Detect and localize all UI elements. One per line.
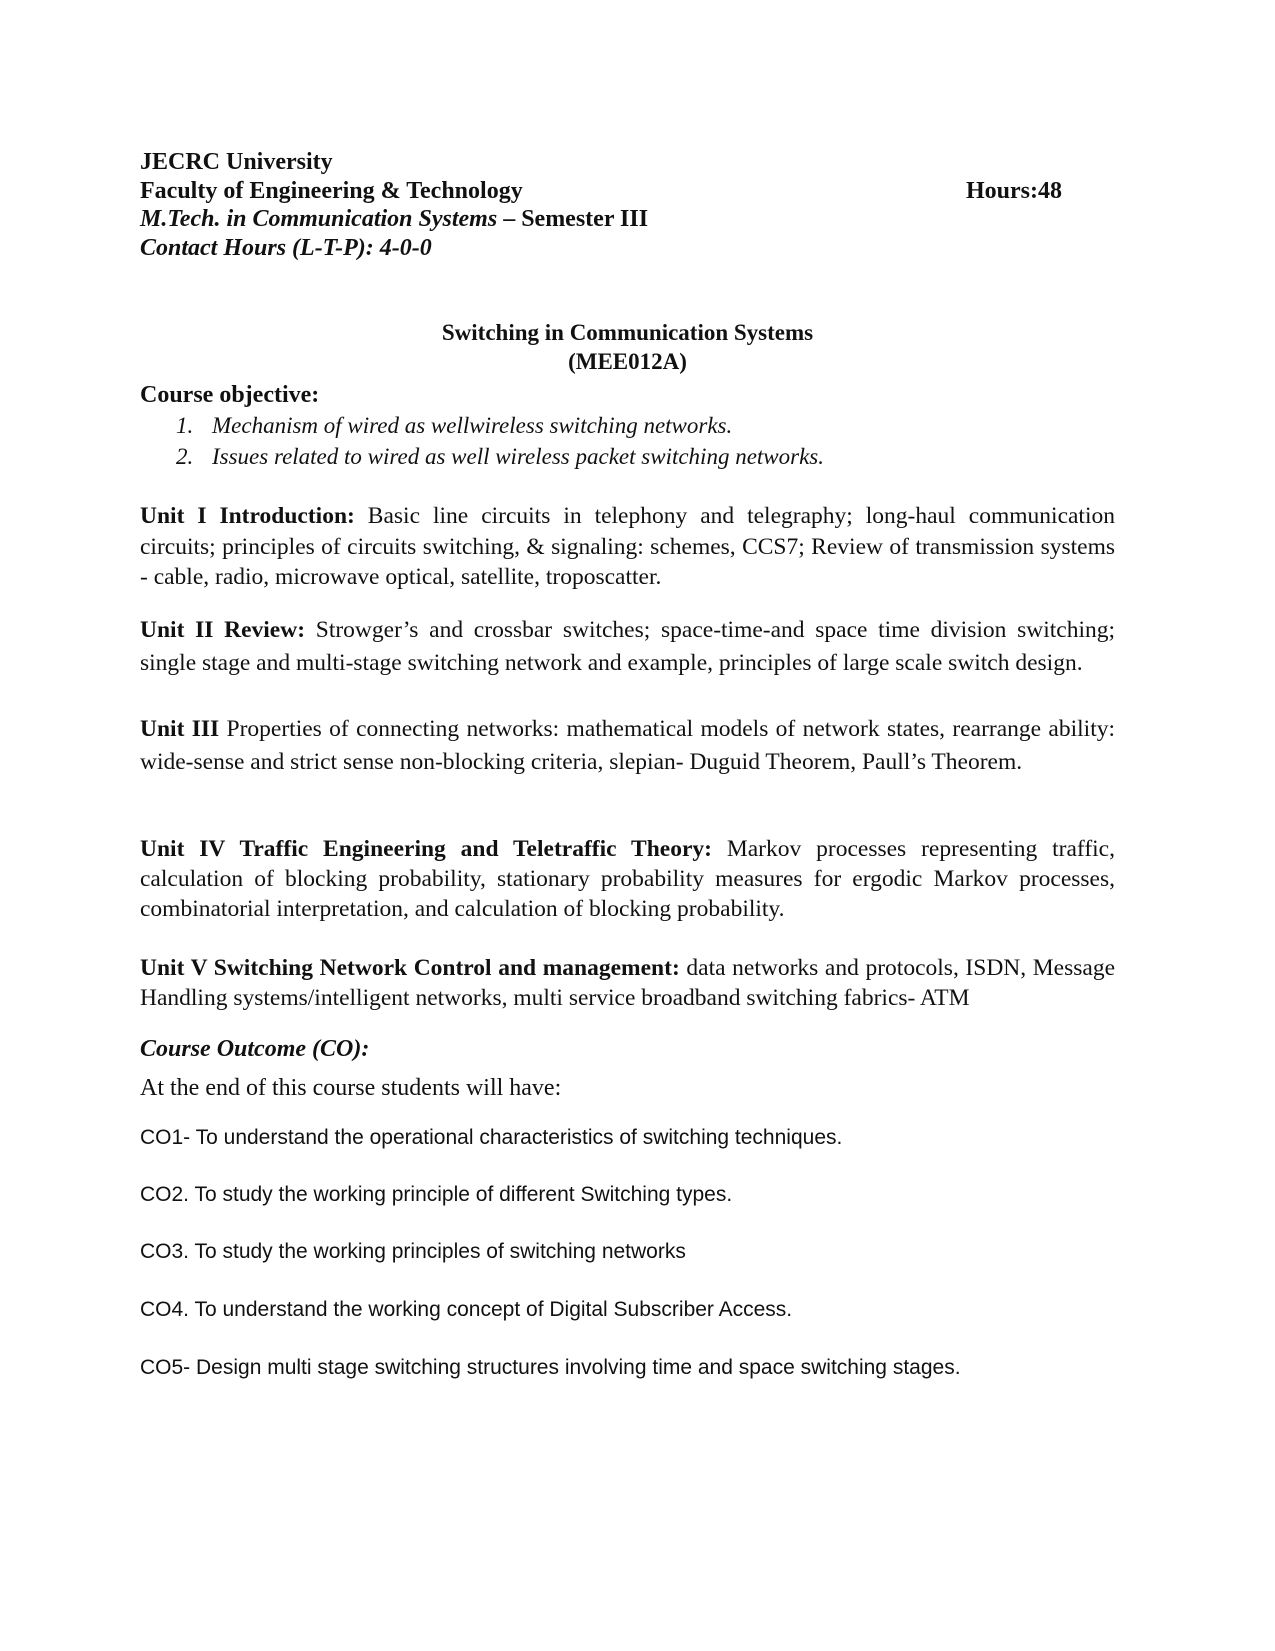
unit-4 [140,834,1115,924]
objectives-heading: Course objective: [140,382,320,408]
unit-3 [140,713,1115,779]
unit-text: Basic line circuits in telephony and telegraphy; long-haul communication circuits; principles of circuits switching, & signaling: schemes, CCS7; Review of transmission systems - cable, radio, microwave optical, satellite, troposcatter. [140,503,1115,590]
unit-text: Properties of connecting networks: mathematical models of network states, rearrange ability: wide-sense and strict sense non-blocking criteria, slepian- Duguid Theorem, Paull’s Theorem. [140,716,1115,775]
unit-label: Unit V Switching Network Control and management: [140,955,680,981]
unit-text: data networks and protocols, ISDN, Message Handling systems/intelligent networks, multi service broadband switching fabrics- ATM [140,955,1115,1011]
university-name: JECRC University [140,149,333,175]
outcomes-intro: At the end of this course students will have: [140,1075,562,1101]
faculty-row [140,177,1115,206]
objective-number: 1. [176,413,194,438]
unit-5 [140,953,1115,1013]
outcome-item: CO2. To study the working principle of different Switching types. [140,1183,733,1206]
unit-text: Strowger’s and crossbar switches; space-time-and space time division switching; single stage and multi-stage switching network and example, principles of large scale switch design. [140,617,1116,676]
unit-label: Unit IV Traffic Engineering and Teletraffic Theory: [140,836,712,862]
objectives-list [176,410,824,472]
outcome-item: CO4. To understand the working concept of Digital Subscriber Access. [140,1298,793,1321]
outcome-item: CO1- To understand the operational characteristics of switching techniques. [140,1126,843,1149]
unit-2 [140,614,1115,680]
objective-number: 2. [176,444,194,469]
objective-item [176,441,824,472]
course-code: (MEE012A) [568,349,687,374]
program-name: M.Tech. in Communication Systems [140,206,498,232]
program-row [140,205,1115,234]
course-title-block [140,318,1115,376]
objective-item [176,410,824,441]
outcome-item: CO5- Design multi stage switching structures involving time and space switching stages. [140,1356,961,1379]
objective-text: Issues related to wired as well wireless packet switching networks. [212,444,824,469]
objective-text: Mechanism of wired as wellwireless switching networks. [212,413,733,438]
total-hours: Hours:48 [966,177,1062,204]
unit-1 [140,501,1115,593]
faculty-name: Faculty of Engineering & Technology [140,177,523,204]
semester-label: – Semester III [497,206,649,232]
outcome-item: CO3. To study the working principles of switching networks [140,1240,686,1263]
outcomes-heading: Course Outcome (CO): [140,1036,370,1062]
course-title: Switching in Communication Systems [441,320,814,345]
contact-hours: Contact Hours (L-T-P): 4-0-0 [140,234,432,261]
unit-label: Unit III [140,716,220,742]
document-header [140,148,1115,262]
unit-label: Unit II Review: [140,617,306,643]
unit-label: Unit I Introduction: [140,503,355,529]
unit-text: Markov processes representing traffic, calculation of blocking probability, stationary probability measures for ergodic Markov processes, combinatorial interpretation, and calculation of blocking probability. [140,836,1115,922]
